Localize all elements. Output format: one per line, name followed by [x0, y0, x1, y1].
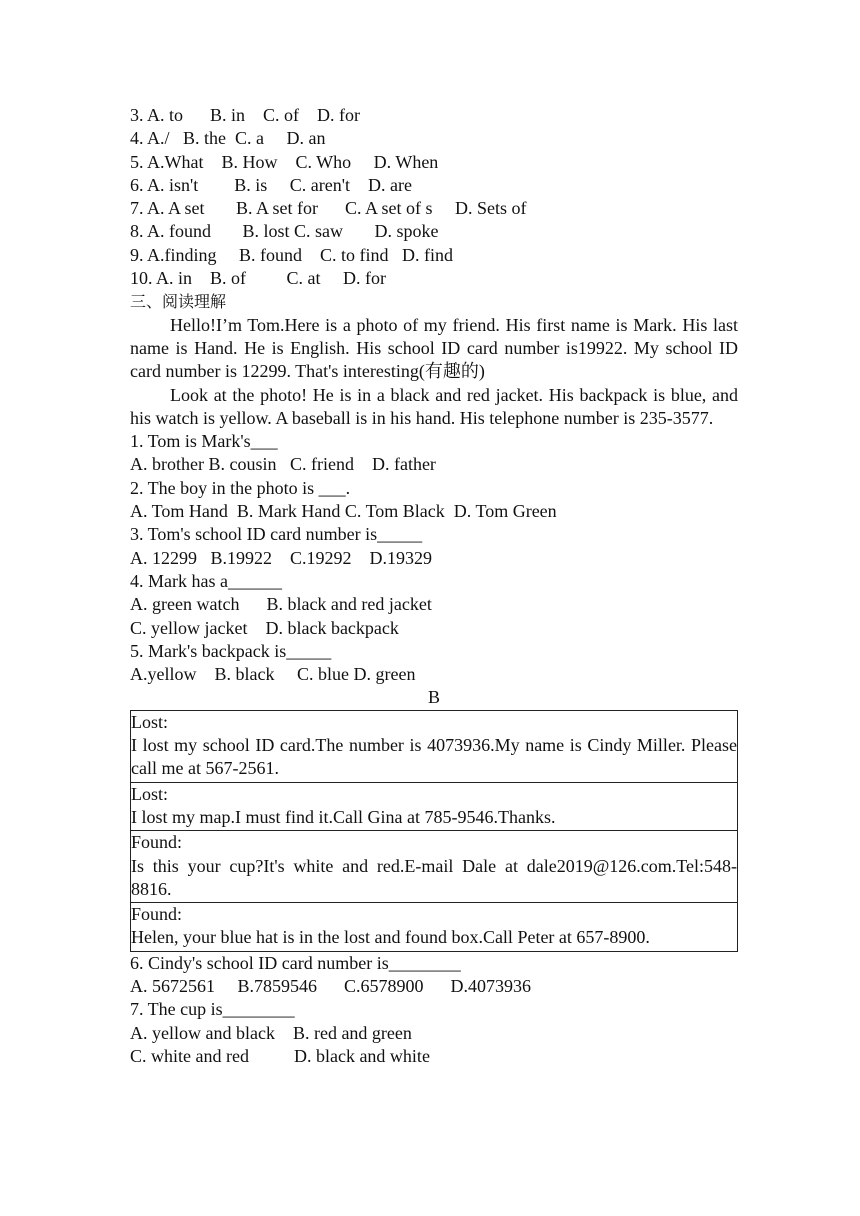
cloze-options — [130, 104, 738, 290]
worksheet-page — [130, 104, 738, 1068]
cloze-option-line: 7. A. A set B. A set for C. A set of s D. Sets of — [130, 198, 527, 219]
notice-type: Found: — [131, 832, 183, 853]
question-line: A. green watch B. black and red jacket — [130, 594, 432, 615]
notice-cell — [131, 831, 738, 903]
table-row — [131, 782, 738, 831]
questions-a — [130, 430, 738, 686]
section-heading: 三、阅读理解 — [130, 292, 227, 312]
cloze-option-line: 4. A./ B. the C. a D. an — [130, 128, 326, 149]
cloze-option-line: 6. A. isn't B. is C. aren't D. are — [130, 174, 412, 195]
question-line: 7. The cup is________ — [130, 999, 295, 1020]
notice-text: Is this your cup?It's white and red.E-mail Dale at dale2019@126.com.Tel:548-8816. — [131, 855, 737, 899]
question-line: A. 12299 B.19922 C.19292 D.19329 — [130, 547, 433, 568]
question-line: 5. Mark's backpack is_____ — [130, 640, 332, 661]
question-line: 2. The boy in the photo is ___. — [130, 477, 351, 498]
question-line: 3. Tom's school ID card number is_____ — [130, 524, 423, 545]
table-row — [131, 831, 738, 903]
notice-type: Lost: — [131, 783, 169, 804]
notice-text: I lost my map.I must find it.Call Gina at 785-9546.Thanks. — [131, 806, 556, 827]
section-b-label: B — [427, 687, 440, 708]
question-line: A. yellow and black B. red and green — [130, 1022, 412, 1043]
question-line: A. Tom Hand B. Mark Hand C. Tom Black D. Tom Green — [130, 501, 557, 522]
question-line: A. brother B. cousin C. friend D. father — [130, 454, 436, 475]
question-line: 4. Mark has a______ — [130, 570, 282, 591]
notice-type: Found: — [131, 904, 183, 925]
cloze-option-line: 3. A. to B. in C. of D. for — [130, 105, 361, 125]
cloze-option-line: 8. A. found B. lost C. saw D. spoke — [130, 221, 439, 242]
table-row — [131, 710, 738, 782]
question-line: A. 5672561 B.7859546 C.6578900 D.4073936 — [130, 975, 532, 996]
question-line: A.yellow B. black C. blue D. green — [130, 664, 416, 685]
notice-text: Helen, your blue hat is in the lost and found box.Call Peter at 657-8900. — [131, 927, 650, 948]
cloze-option-line: 10. A. in B. of C. at D. for — [130, 268, 386, 289]
question-line: 6. Cindy's school ID card number is________ — [130, 952, 461, 973]
question-line: C. yellow jacket D. black backpack — [130, 617, 399, 638]
notice-cell — [131, 710, 738, 782]
question-line: C. white and red D. black and white — [130, 1045, 430, 1066]
notice-type: Lost: — [131, 711, 169, 732]
notice-cell — [131, 903, 738, 952]
question-line: 1. Tom is Mark's___ — [130, 431, 278, 452]
passage-a — [130, 314, 738, 430]
cloze-option-line: 9. A.finding B. found C. to find D. find — [130, 244, 453, 265]
questions-b — [130, 952, 738, 1068]
cloze-option-line: 5. A.What B. How C. Who D. When — [130, 151, 439, 172]
notice-cell — [131, 782, 738, 831]
lost-and-found-table — [130, 710, 738, 952]
passage-paragraph-2: Look at the photo! He is in a black and red jacket. His backpack is blue, and his watch is yellow. A baseball is in his hand. His telephone number is 235-3577. — [130, 384, 738, 428]
passage-paragraph-1: Hello!I’m Tom.Here is a photo of my friend. His first name is Mark. His last name is Hand. He is English. His school ID card number is19922. My school ID card number is 12299. That's interesting(有趣的) — [130, 314, 738, 382]
notice-text: I lost my school ID card.The number is 4073936.My name is Cindy Miller. Please call me at 567-2561. — [131, 735, 737, 779]
table-row — [131, 903, 738, 952]
